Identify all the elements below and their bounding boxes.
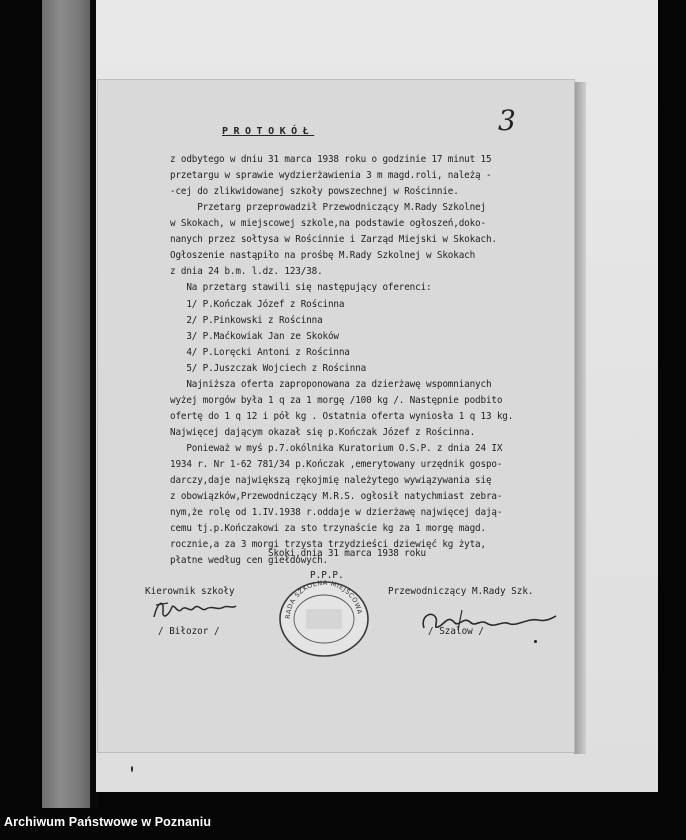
body-line: Ogłoszenie nastąpiło na prośbę M.Rady Szkolnej w Skokach [170, 250, 476, 261]
oferent-line: 5/ P.Juszczak Wojciech z Rościnna [170, 363, 367, 374]
body-line: ofertę do 1 q 12 i pół kg . Ostatnia oferta wyniosła 1 q 13 kg. [170, 411, 514, 422]
body-line: Najniższa oferta zaproponowana za dzierżawę wspomnianych [170, 379, 492, 390]
body-line: z dnia 24 b.m. l.dz. 123/38. [170, 266, 323, 277]
page-edge-shadow [574, 82, 586, 754]
stamp-header: P.P.P. [310, 570, 344, 581]
body-line: Na przetarg stawili się następujący oferenci: [170, 282, 432, 293]
right-signatory-role: Przewodniczący M.Rady Szk. [388, 586, 534, 597]
archive-label: Archiwum Państwowe w Poznaniu [4, 815, 212, 829]
scan-speck [534, 640, 537, 643]
left-signatory-role: Kierownik szkoły [145, 586, 235, 597]
body-line: nym,że rolę od 1.IV.1938 r.oddaje w dzierżawę najwięcej dają- [170, 507, 503, 518]
document-title: PROTOKÓŁ [222, 126, 315, 137]
body-line: w Skokach, w miejscowej szkole,na podstawie ogłoszeń,doko- [170, 218, 486, 229]
folio-number: 3 [498, 104, 516, 137]
body-line: z obowiązków,Przewodniczący M.R.S. ogłosił natychmiast zebra- [170, 491, 503, 502]
oferent-line: 1/ P.Kończak Józef z Rościnna [170, 299, 345, 310]
body-line: rocznie,a za 3 morgi trzysta trzydzieści dziewięć kg żyta, [170, 539, 486, 550]
body-line: przetargu w sprawie wydzierżawienia 3 m magd.roli, należą - [170, 170, 492, 181]
body-line: nanych przez sołtysa w Rościnnie i Zarząd Miejski w Skokach. [170, 234, 497, 245]
oferent-line: 2/ P.Pinkowski z Rościnna [170, 315, 323, 326]
oferent-line: 4/ P.Loręcki Antoni z Rościnna [170, 347, 350, 358]
body-line: Ponieważ w myś p.7.okólnika Kuratorium O.S.P. z dnia 24 IX [170, 443, 503, 454]
body-line: -cej do zlikwidowanej szkoły powszechnej w Rościnnie. [170, 186, 459, 197]
oferent-line: 3/ P.Maćkowiak Jan ze Skoków [170, 331, 339, 342]
right-signatory-name: / Szalow / [428, 626, 484, 637]
place-date-line: Skoki,dnia 31 marca 1938 roku [268, 548, 426, 559]
body-line: 1934 r. Nr 1-62 781/34 p.Kończak ,emerytowany urzędnik gospo- [170, 459, 503, 470]
stamp-text: RADA SZKOLNA MIEJSCOWA [283, 579, 364, 620]
left-binding-strip [42, 0, 94, 808]
body-line: cemu tj.p.Kończakowi za sto trzynaście kg za 1 morgę magd. [170, 523, 486, 534]
body-line: Przetarg przeprowadził Przewodniczący M.Rady Szkolnej [170, 202, 486, 213]
school-council-stamp-icon [276, 579, 372, 659]
body-line: płatne według cen giełdowych. [170, 555, 328, 566]
body-line: z odbytego w dniu 31 marca 1938 roku o godzinie 17 minut 15 [170, 154, 492, 165]
scan-speck [131, 766, 133, 772]
body-line: darczy,daje największą rękojmię należytego wywiązywania się [170, 475, 492, 486]
body-line: wyżej morgów była 1 q za 1 morgę /100 kg /. Następnie podbito [170, 395, 503, 406]
body-line: Najwięcej dającym okazał się p.Kończak Józef z Rościnna. [170, 427, 476, 438]
left-signatory-name: / Biłozor / [158, 626, 220, 637]
left-signature-icon [150, 597, 240, 623]
